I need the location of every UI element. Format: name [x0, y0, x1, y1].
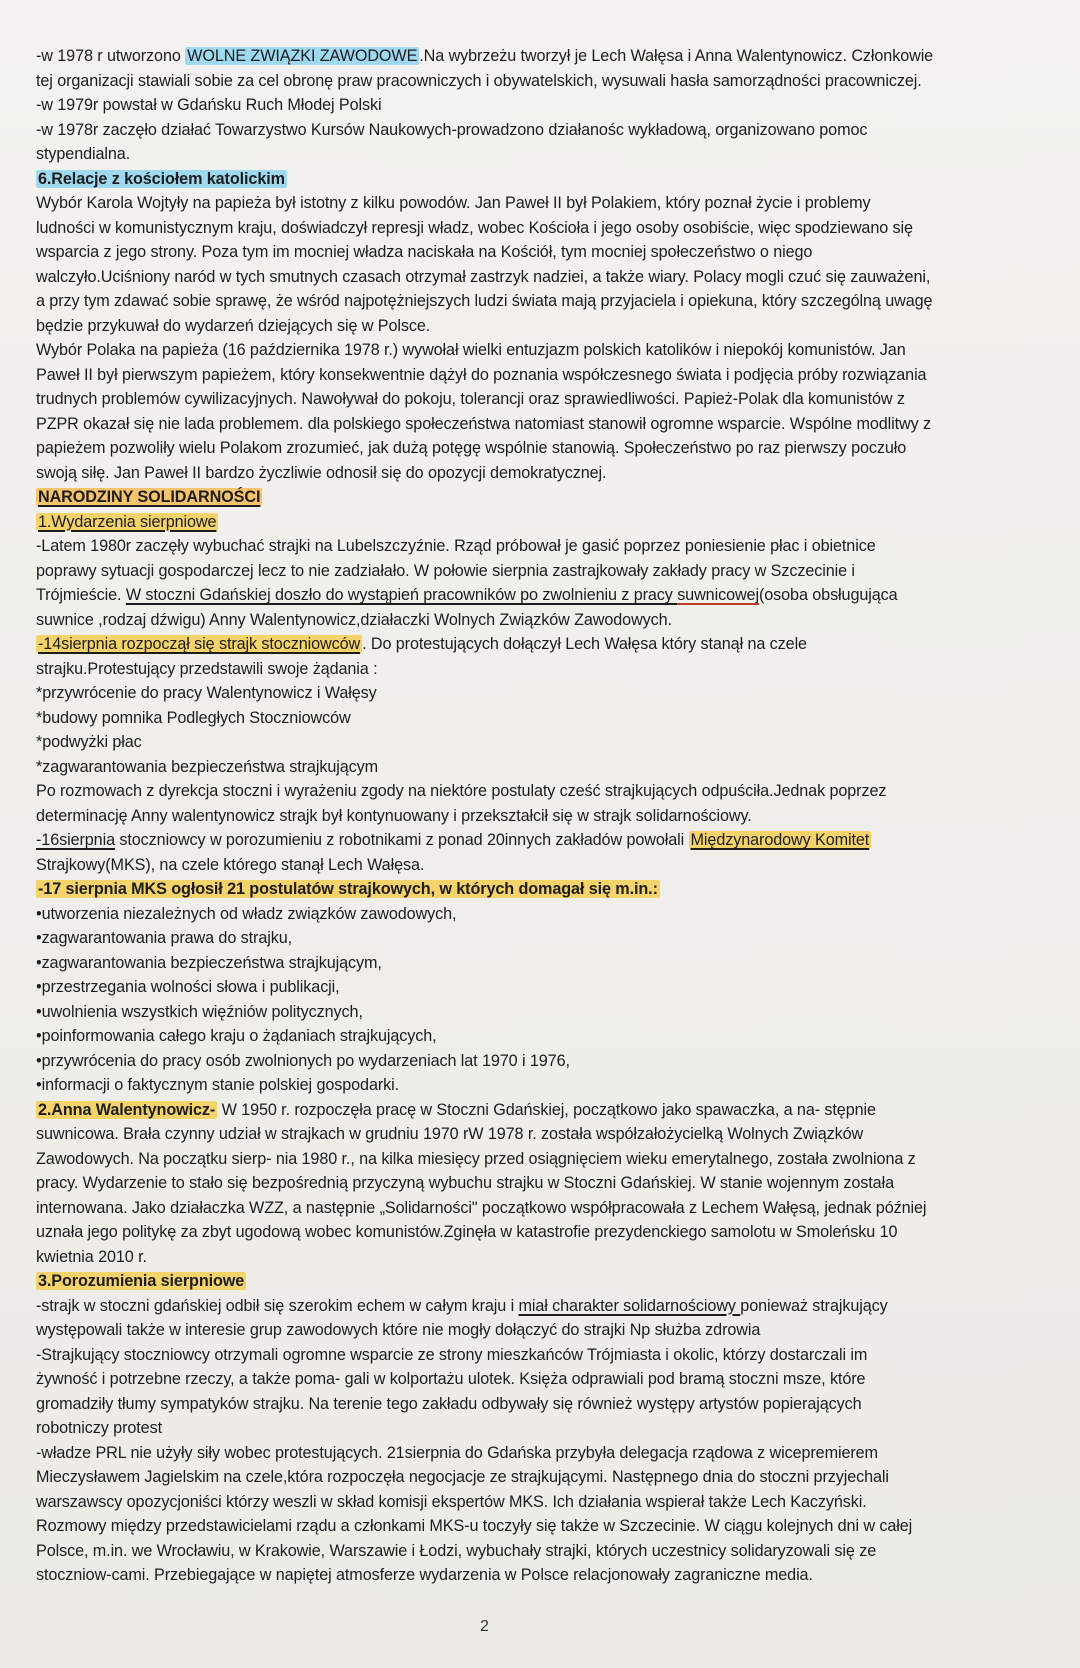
text-line: -Latem 1980r zaczęły wybuchać strajki na Lubelszczyźnie. Rząd próbował je gasić poprzez poniesienie płac i obietnice — [36, 537, 876, 555]
text-line: ludności w komunistycznym kraju, doświadczył represji władz, wobec Kościoła i jego osoby osobiście, więc spodziewano się — [36, 218, 913, 237]
text-line: pracy. Wydarzenie to stało się bezpośrednią przyczyną wybuchu strajku w Stoczni Gdańskiej. W stanie wojennym została — [36, 1174, 894, 1192]
text-span: W 1950 r. rozpoczęła pracę w Stoczni Gdańskiej, początkowo jako spawaczka, a na- stępnie — [217, 1100, 876, 1119]
section-heading: 6.Relacje z kościołem katolickim — [38, 169, 285, 188]
underlined-text: -16sierpnia — [36, 831, 115, 849]
text-line: -w 1978r zaczęło działać Towarzystwo Kursów Naukowych-prowadzono działanośc wykładową, organizowano pomoc — [36, 120, 868, 139]
text-span: Trójmieście. — [36, 586, 126, 604]
text-line: suwnicowa. Brała czynny udział w strajkach w grudniu 1970 rW 1978 r. została współzałożycielką Wolnych Związków — [36, 1125, 864, 1143]
text-line: trudnych problemów cywilizacyjnych. Nawoływał do pokoju, tolerancji oraz sprawiedliwości. Papież-Polak dla komunistów z — [36, 390, 905, 408]
text-line: gromadziły tłumy sympatyków strajku. Na terenie tego zakładu odbywały się również występy artystów popierających — [36, 1394, 862, 1413]
demand-item: *podwyżki płac — [36, 733, 142, 751]
text-line: uznała jego politykę za zbyt ugodową wobec komunistów.Zginęła w katastrofie prezydenckiego samolotu w Smoleńsku 10 — [36, 1223, 898, 1241]
underlined-text: miał charakter solidarnościowy — [518, 1296, 741, 1315]
section-heading-line — [36, 167, 1018, 192]
text-line: Zawodowych. Na początku sierp- nia 1980 r., na kilka miesięcy przed osiągnięciem wieku emerytalnego, została zwolniona z — [36, 1149, 916, 1168]
text-line: Paweł II był pierwszym papieżem, który konsekwentnie dążył do poznania współczesnego świata i podjęcia próby rozwiązania — [36, 365, 927, 384]
underlined-text: W stoczni Gdańskiej doszło do wystąpień pracowników po zwolnieniu z pracy — [125, 586, 678, 604]
subsection-heading-line — [36, 510, 1018, 535]
postulate-item: •zagwarantowania prawa do strajku, — [36, 929, 293, 947]
text-line: walczyło.Uciśniony naród w tych smutnych czasach otrzymał zastrzyk nadziei, a także wiary. Polacy mogli czuć się zauważeni, — [36, 267, 931, 286]
text-line: kwietnia 2010 r. — [36, 1247, 147, 1266]
text-line: swoją siłę. Jan Paweł II bardzo życzliwie odnosił się do opozycji demokratycznej. — [36, 463, 607, 482]
text-line: żywność i potrzebne rzeczy, a także poma- gali w kolportażu ulotek. Księża odprawiali pod bramą stoczni msze, które — [36, 1370, 866, 1388]
chapter-heading-line — [36, 485, 1018, 510]
text-line — [36, 1294, 1018, 1319]
demand-item: *przywrócenie do pracy Walentynowicz i Wałęsy — [36, 684, 377, 702]
text-line: Rozmowy między przedstawicielami rządu a członkami MKS-u toczyły się także w Szczecinie. W ciągu kolejnych dni w całej — [36, 1517, 913, 1535]
chapter-heading: NARODZINY SOLIDARNOŚCI — [38, 488, 261, 506]
postulate-item: •uwolnienia wszystkich więźniów politycznych, — [36, 1002, 363, 1021]
text-line: determinację Anny walentynowicz strajk był kontynuowany i przekształcił się w strajk solidarnościowy. — [36, 806, 752, 825]
text-span: -w 1978 r utworzono — [36, 47, 186, 65]
text-line — [36, 583, 1018, 608]
text-line: poprawy sytuacji gospodarczej lecz to nie zadziałało. W połowie sierpnia zastrajkowały zakłady pracy w Szczecinie i — [36, 561, 855, 580]
text-line: Mieczysławem Jagielskim na czele,która rozpoczęła negocjacje ze strajkującymi. Następnego dnia do stoczni przyjechali — [36, 1468, 889, 1486]
text-line: Polsce, m.in. we Wrocławiu, w Krakowie, Warszawie i Łodzi, wybuchały strajki, których uczestnicy solidaryzowali się ze — [36, 1541, 877, 1560]
text-line: tej organizacji stawiali sobie za cel obronę praw pracowniczych i obywatelskich, wysuwali hasła samorządności pracowniczej. — [36, 71, 922, 90]
postulate-item: •zagwarantowania bezpieczeństwa strajkującym, — [36, 953, 382, 972]
text-line: strajku.Protestujący przedstawili swoje żądania : — [36, 659, 378, 678]
demands-list — [36, 681, 1018, 779]
text-line: -władze PRL nie użyły siły wobec protestujących. 21sierpnia do Gdańska przybyła delegacja rządowa z wicepremierem — [36, 1443, 878, 1462]
text-line: a przy tym zdawać sobie sprawę, że wśród najpotężniejszych ludzi świata mają przyjaciela i opiekuna, który szczególną uwagę — [36, 292, 933, 310]
highlighted-text: -14sierpnia rozpoczął się strajk stoczniowców — [38, 635, 361, 653]
text-line — [36, 1269, 1018, 1294]
postulate-item: •poinformowania całego kraju o żądaniach strajkujących, — [36, 1027, 437, 1045]
text-line — [36, 632, 1018, 657]
text-line: robotniczy protest — [36, 1419, 162, 1437]
postulate-item: •przywrócenia do pracy osób zwolnionych po wydarzeniach lat 1970 i 1976, — [36, 1051, 570, 1070]
highlighted-text: WOLNE ZWIĄZKI ZAWODOWE — [187, 47, 418, 65]
text-line — [36, 877, 1018, 902]
postulate-item: •utworzenia niezależnych od władz związków zawodowych, — [36, 904, 457, 923]
text-line: -w 1979r powstał w Gdańsku Ruch Młodej Polski — [36, 96, 382, 114]
text-line: występowali także w interesie grup zawodowych które nie mogły dołączyć do strajki Np służba zdrowia — [36, 1321, 761, 1339]
text-span: (osoba obsługująca — [758, 586, 898, 604]
text-span: .Na wybrzeżu tworzył je Lech Wałęsa i Anna Walentynowicz. Członkowie — [419, 47, 934, 65]
text-line: Strajkowy(MKS), na czele którego stanął Lech Wałęsa. — [36, 855, 425, 874]
subsection-heading: 1.Wydarzenia sierpniowe — [38, 512, 217, 531]
text-line: będzie przykuwał do wydarzeń dziejących się w Polsce. — [36, 316, 431, 335]
text-line — [36, 1098, 1018, 1123]
text-line: stoczniow-cami. Przebiegające w napiętej atmosferze wydarzenia w Polsce relacjonowały zagraniczne media. — [36, 1566, 813, 1584]
subsection-heading: 2.Anna Walentynowicz- — [38, 1100, 216, 1119]
postulate-item: •przestrzegania wolności słowa i publikacji, — [36, 978, 340, 996]
text-line: PZPR okazał się nie lada problemem. dla polskiego społeczeństwa natomiast stanowił ogromne wsparcie. Wspólne modlitwy z — [36, 414, 932, 433]
highlighted-text: -17 sierpnia MKS ogłosił 21 postulatów strajkowych, w których domagał się m.in.: — [38, 880, 658, 898]
section-paragraph — [36, 191, 1018, 485]
subsection-heading: 3.Porozumienia sierpniowe — [38, 1272, 245, 1290]
postulates-list — [36, 902, 1018, 1098]
text-span: stoczniowcy w porozumieniu z robotnikami z ponad 20innych zakładów powołali — [114, 831, 689, 849]
text-line — [36, 44, 1018, 69]
text-line: Wybór Polaka na papieża (16 października 1978 r.) wywołał wielki entuzjazm polskich katolików i niepokój komunistów. Jan — [36, 341, 906, 359]
text-span: -strajk w stoczni gdańskiej odbił się szerokim echem w całym kraju i — [36, 1296, 519, 1315]
postulate-item: •informacji o faktycznym stanie polskiej gospodarki. — [36, 1076, 400, 1094]
demand-item: *zagwarantowania bezpieczeństwa strajkującym — [36, 757, 379, 776]
demand-item: *budowy pomnika Podległych Stoczniowców — [36, 708, 351, 727]
text-line: stypendialna. — [36, 145, 131, 163]
text-line — [36, 828, 1018, 853]
text-line: warszawscy opozycjoniści którzy weszli w skład komisji ekspertów MKS. Ich działania wspierał także Lech Kaczyński. — [36, 1492, 867, 1511]
highlighted-text: Międzynarodowy Komitet — [690, 831, 870, 849]
text-line: papieżem pozwoliły wielu Polakom zrozumieć, jak dużą potęgę wspólnie stanowią. Społeczeństwo po raz pierwszy poczuło — [36, 439, 907, 457]
text-line: Wybór Karola Wojtyły na papieża był istotny z kilku powodów. Jan Paweł II był Polakiem, który poznał życie i problemy — [36, 194, 871, 212]
page-number: 2 — [480, 1618, 489, 1635]
text-span: ponieważ strajkujący — [740, 1296, 888, 1315]
red-underlined-text: suwnicowej — [677, 586, 759, 604]
text-line: Po rozmowach z dyrekcja stoczni i wyrażeniu zgody na niektóre postulaty cześć strajkujących odpuściła.Jednak poprzez — [36, 782, 887, 800]
text-span: . Do protestujących dołączył Lech Wałęsa który stanął na czele — [362, 635, 807, 653]
text-line: wsparcia z jego strony. Poza tym im mocniej władza naciskała na Kościół, tym mocniej społeczeństwo o niego — [36, 243, 813, 261]
text-line: -Strajkujący stoczniowcy otrzymali ogromne wsparcie ze strony mieszkańców Trójmiasta i okolic, którzy dostarczali im — [36, 1345, 868, 1364]
text-line: suwnice ,rodzaj dźwigu) Anny Walentynowicz,działaczki Wolnych Związków Zawodowych. — [36, 610, 672, 629]
text-line: internowana. Jako działaczka WZZ, a następnie „Solidarności" początkowo współpracowała z Lechem Wałęsą, jednak później — [36, 1198, 927, 1217]
